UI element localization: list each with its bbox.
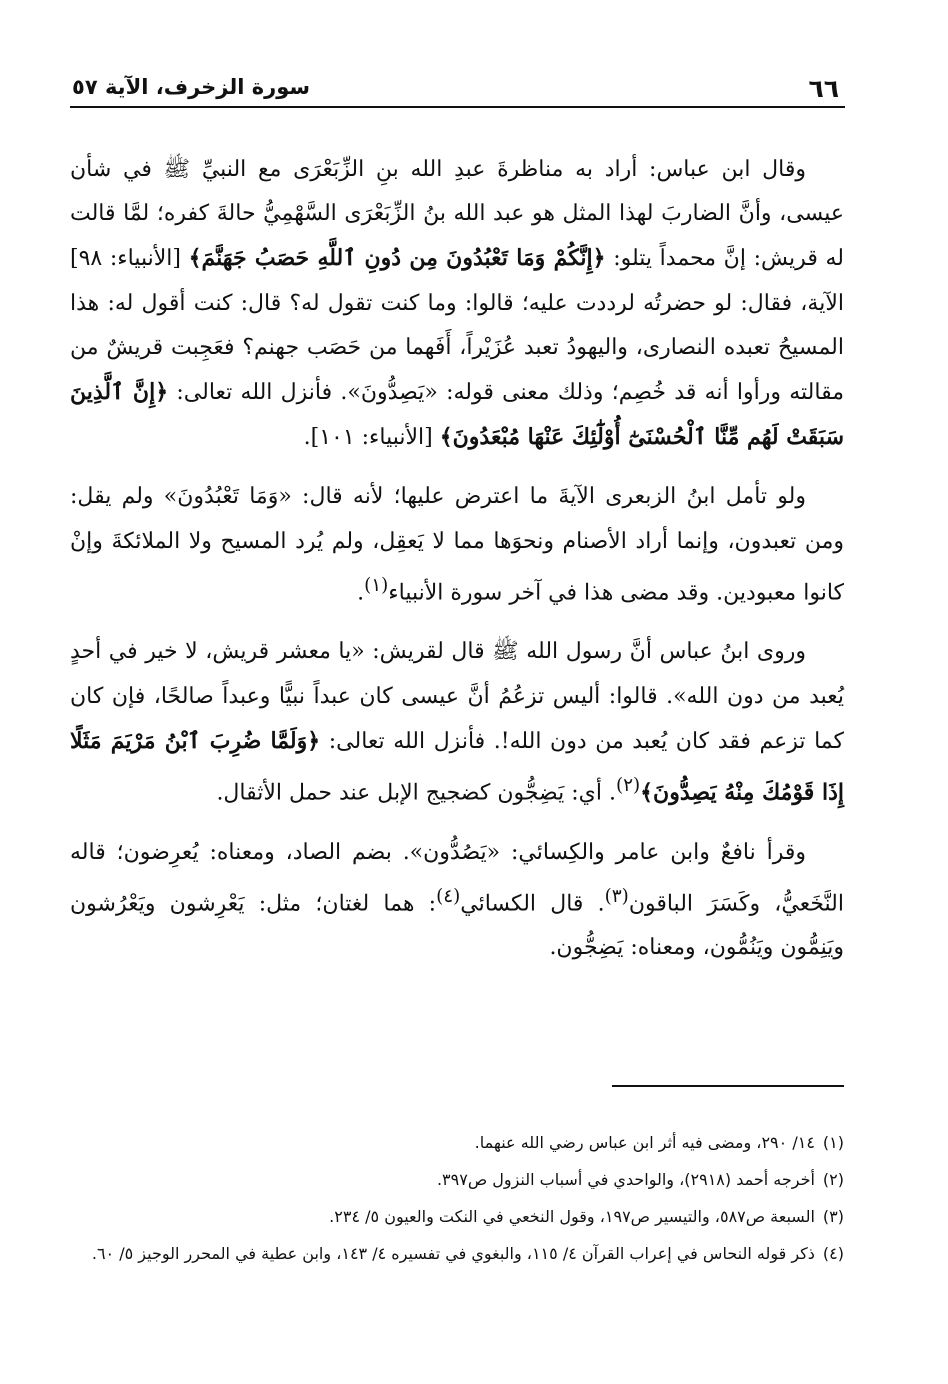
quran-verse: ﴿وَلَمَّا ضُرِبَ ٱبْنُ مَرْيَمَ مَثَلًا إِذَا قَوْمُكَ مِنْهُ يَصِدُّونَ﴾ [70, 727, 844, 806]
paragraph-text: ولو تأمل ابنُ الزبعرى الآيةَ ما اعترض عليها؛ لأنه قال: «وَمَا تَعْبُدُونَ» ولم يقل: ومن تعبدون، وإنما أراد الأصنام ونحوَها مما لا يَعقِل، ولم يُرد المسيح ولا الملائكةَ وإنْ كانوا معبودين. وقد مضى هذا في آخر سورة الأنبياء [70, 484, 844, 606]
page-number: ٦٦ [808, 74, 839, 103]
footnote-text: أخرجه أحمد (٢٩١٨)، والواحدي في أسباب النزول ص٣٩٧. [436, 1170, 815, 1189]
footnote-4 [70, 1235, 844, 1272]
paragraph-text: وقرأ نافعٌ وابن عامر والكِسائي: «يَصُدُّون». بضم الصاد، ومعناه: يُعرِضون؛ قاله النَّخَعيُّ، وكَسَرَ الباقون [70, 839, 844, 917]
main-text [70, 148, 844, 985]
quran-verse: ﴿إِنَّكُمْ وَمَا تَعْبُدُونَ مِن دُونِ ٱللَّهِ حَصَبُ جَهَنَّمَ﴾ [188, 245, 606, 272]
footnote-3 [70, 1198, 844, 1235]
paragraph-4 [70, 831, 844, 971]
paragraph-text: وقال ابن عباس: أراد به مناظرةَ عبدِ الله بنِ الزِّبَعْرَى مع النبيِّ ﷺ في شأن عيسى، وأنَّ الضاربَ لهذا المثل هو عبد الله بنُ الزِّبَعْرَى السَّهْمِيُّ حالةَ كفره؛ لمَّا قالت له قريش: إنَّ محمداً يتلو: [70, 157, 844, 272]
footnote-ref: (٤) [436, 885, 461, 907]
paragraph-text: وروى ابنُ عباس أنَّ رسول الله ﷺ قال لقريش: «يا معشر قريش، لا خير في أحدٍ يُعبد من دون الله». قالوا: أليس تزعُمُ أنَّ عيسى كان عبداً نبيًّا وعبداً صالحًا، فإن كان كما تزعم فقد كان يُعبد من دون الله!. فأنزل الله تعالى: [70, 639, 844, 754]
footnote-text: ١٤/ ٢٩٠، ومضى فيه أثر ابن عباس رضي الله عنهما. [474, 1133, 815, 1152]
footnote-number: (٣) [822, 1207, 844, 1226]
footnote-number: (١) [822, 1133, 844, 1152]
footnote-text: السبعة ص٥٨٧، والتيسير ص١٩٧، وقول النخعي في النكت والعيون ٥/ ٢٣٤. [329, 1207, 815, 1226]
footnote-number: (٤) [822, 1244, 844, 1263]
surah-title: سورة الزخرف، الآية ٥٧ [72, 75, 311, 99]
footnote-1 [70, 1124, 844, 1161]
paragraph-text: : هما لغتان؛ مثل: يَعْرِشون ويَعْرُشون ويَنِمُّون ويَنُمُّون، ومعناه: يَضِجُّون. [70, 891, 844, 961]
paragraph-text: [الأنبياء: ١٠١]. [303, 425, 433, 451]
footnote-divider [612, 1085, 844, 1087]
paragraph-2 [70, 475, 844, 615]
footnotes [70, 1124, 844, 1272]
footnote-number: (٢) [822, 1170, 844, 1189]
paragraph-text: . قال الكسائي [460, 891, 605, 917]
paragraph-text: . [357, 580, 365, 606]
paragraph-text: . أي: يَضِجُّون كضجيج الإبل عند حمل الأثقال. [216, 780, 616, 806]
footnote-ref: (٣) [604, 885, 629, 907]
paragraph-3 [70, 630, 844, 815]
footnote-ref: (١) [364, 574, 389, 596]
footnote-text: ذكر قوله النحاس في إعراب القرآن ٤/ ١١٥، والبغوي في تفسيره ٤/ ١٤٣، وابن عطية في المحرر الوجيز ٥/ ٦٠. [91, 1244, 815, 1263]
paragraph-1 [70, 148, 844, 460]
footnote-2 [70, 1161, 844, 1198]
footnote-ref: (٢) [615, 774, 641, 796]
quran-verse: ﴿إِنَّ ٱلَّذِينَ سَبَقَتْ لَهُم مِّنَّا ٱلْحُسْنَىٰٓ أُوْلَٰٓئِكَ عَنْهَا مُبْعَدُونَ﴾ [70, 379, 844, 451]
paragraph-text: [الأنبياء: ٩٨] الآية، فقال: لو حضرتُه لرددت عليه؛ قالوا: وما كنت تقول له؟ قال: كنت أقول له: هذا المسيحُ تعبده النصارى، واليهودُ تعبد عُزَيْراً، أَفَهما من حَصَب جهنم؟ فعَجِبت قريشٌ من مقالته ورأوا أنه قد خُصِم؛ وذلك معنى قوله: «يَصِدُّونَ». فأنزل الله تعالى: [70, 246, 844, 406]
running-header [70, 72, 845, 108]
